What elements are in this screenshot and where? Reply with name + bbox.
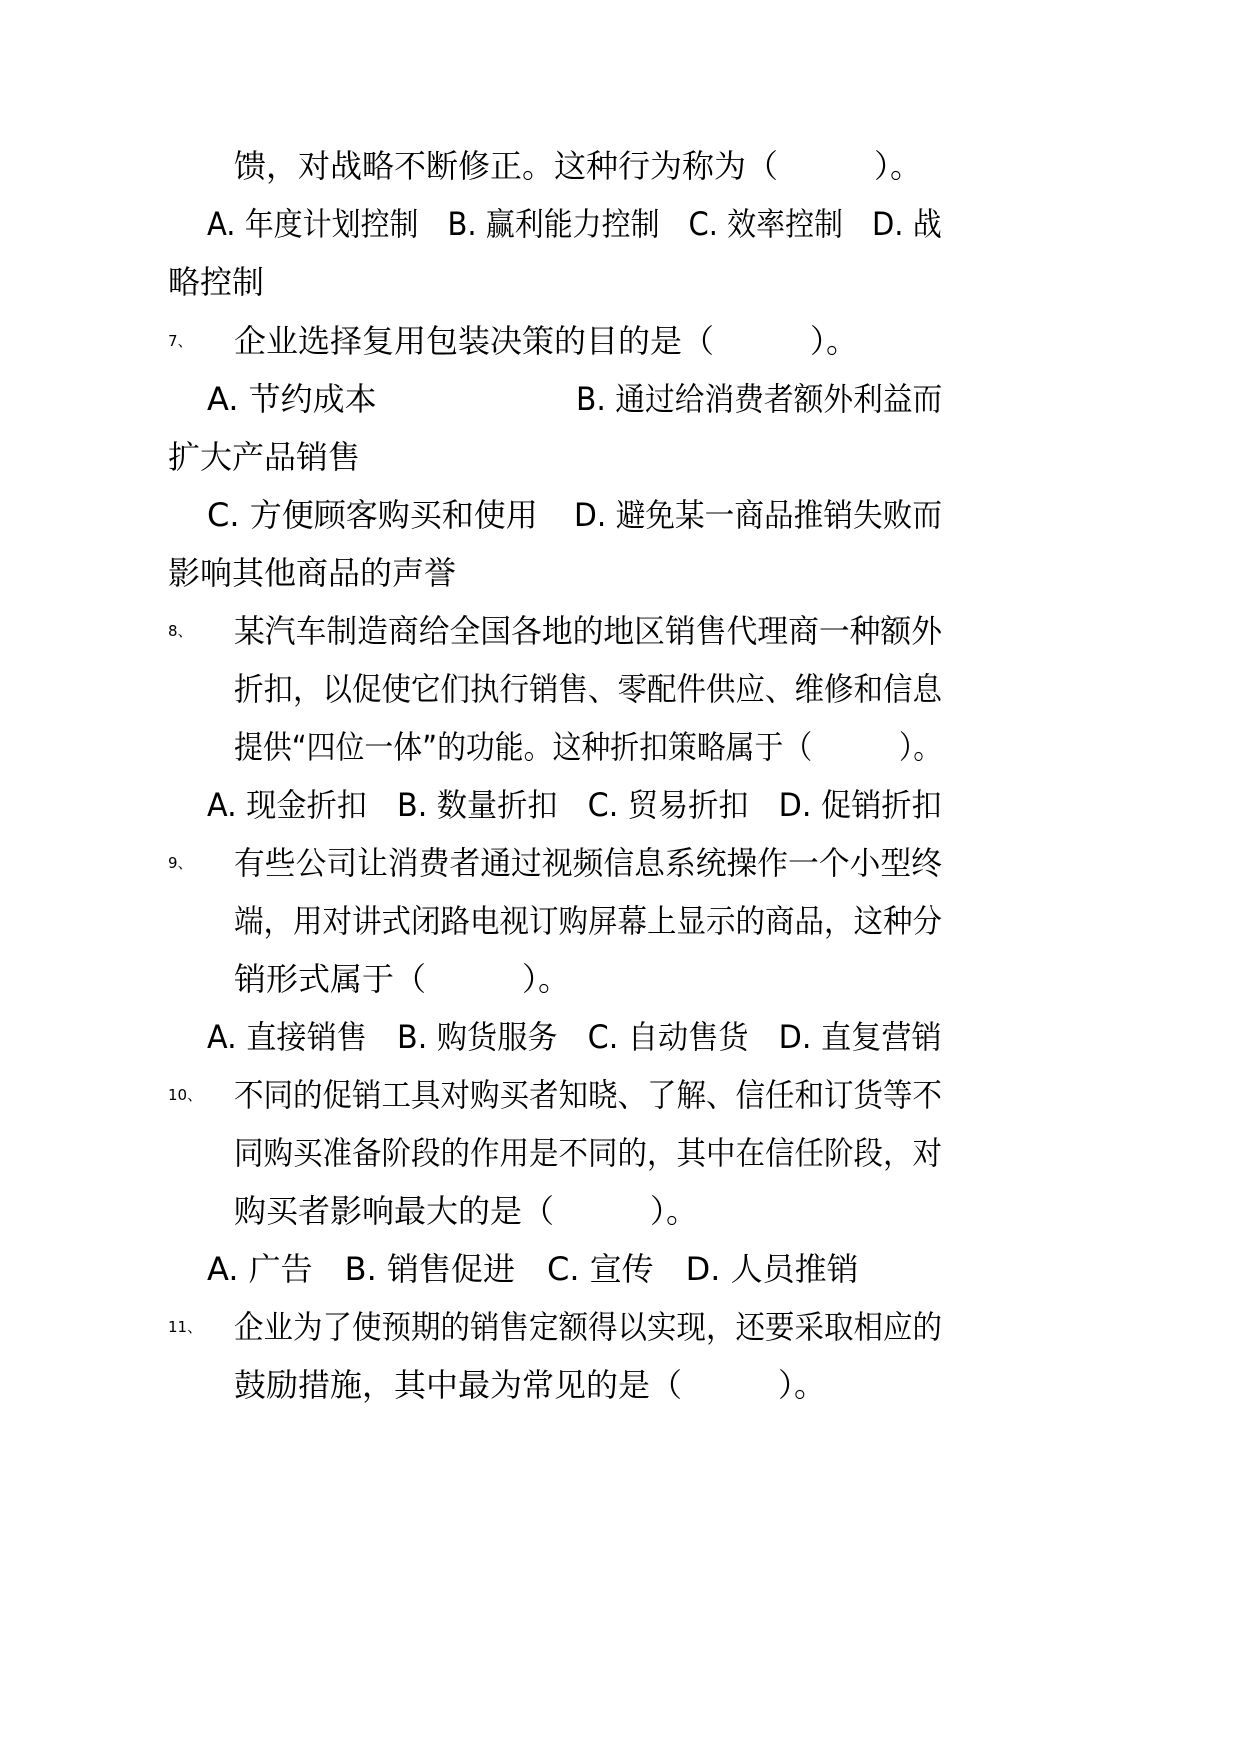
q10-stem-line3: 购买者影响最大的是（ ）。 — [234, 1192, 699, 1230]
q11-stem-line1: 企业为了使预期的销售定额得以实现，还要采取相应的 — [234, 1308, 943, 1346]
q6-options-cont: 略控制 — [168, 263, 265, 301]
q6-stem-tail: 馈，对战略不断修正。这种行为称为（ ）。 — [234, 147, 923, 185]
q10-options: A. 广告 B. 销售促进 C. 宣传 D. 人员推销 — [207, 1250, 859, 1288]
q8-stem-line1: 某汽车制造商给全国各地的地区销售代理商一种额外 — [234, 612, 943, 650]
q7-option-b: B. 通过给消费者额外利益而 — [576, 380, 943, 418]
q11-stem-line2: 鼓励措施，其中最为常见的是（ ）。 — [234, 1366, 827, 1404]
q10-stem-line1: 不同的促销工具对购买者知晓、了解、信任和订货等不 — [234, 1076, 943, 1114]
q9-number: 9、 — [168, 854, 193, 872]
q9-stem-line1: 有些公司让消费者通过视频信息系统操作一个小型终 — [234, 844, 943, 882]
q10-stem-line2: 同购买准备阶段的作用是不同的，其中在信任阶段，对 — [234, 1134, 943, 1172]
q8-number: 8、 — [168, 622, 193, 640]
q7-option-d-cont: 影响其他商品的声誉 — [168, 554, 457, 592]
q6-options: A. 年度计划控制 B. 赢利能力控制 C. 效率控制 D. 战 — [207, 205, 942, 243]
q9-stem-line3: 销形式属于（ ）。 — [234, 960, 571, 998]
q8-options: A. 现金折扣 B. 数量折扣 C. 贸易折扣 D. 促销折扣 — [207, 786, 942, 824]
q11-number: 11、 — [168, 1318, 203, 1336]
q8-stem-line2: 折扣，以促使它们执行销售、零配件供应、维修和信息 — [234, 670, 943, 708]
q7-option-c: C. 方便顾客购买和使用 — [207, 496, 538, 534]
q8-stem-line3: 提供“四位一体”的功能。这种折扣策略属于（ ）。 — [234, 728, 943, 766]
q10-number: 10、 — [168, 1086, 203, 1104]
q7-option-a: A. 节约成本 — [207, 380, 377, 418]
q7-option-d: D. 避免某一商品推销失败而 — [574, 496, 942, 534]
q7-stem: 企业选择复用包装决策的目的是（ ）。 — [234, 322, 859, 360]
q7-option-b-cont: 扩大产品销售 — [168, 438, 361, 476]
q9-stem-line2: 端，用对讲式闭路电视订购屏幕上显示的商品，这种分 — [234, 902, 943, 940]
q7-number: 7、 — [168, 332, 193, 350]
q9-options: A. 直接销售 B. 购货服务 C. 自动售货 D. 直复营销 — [207, 1018, 942, 1056]
